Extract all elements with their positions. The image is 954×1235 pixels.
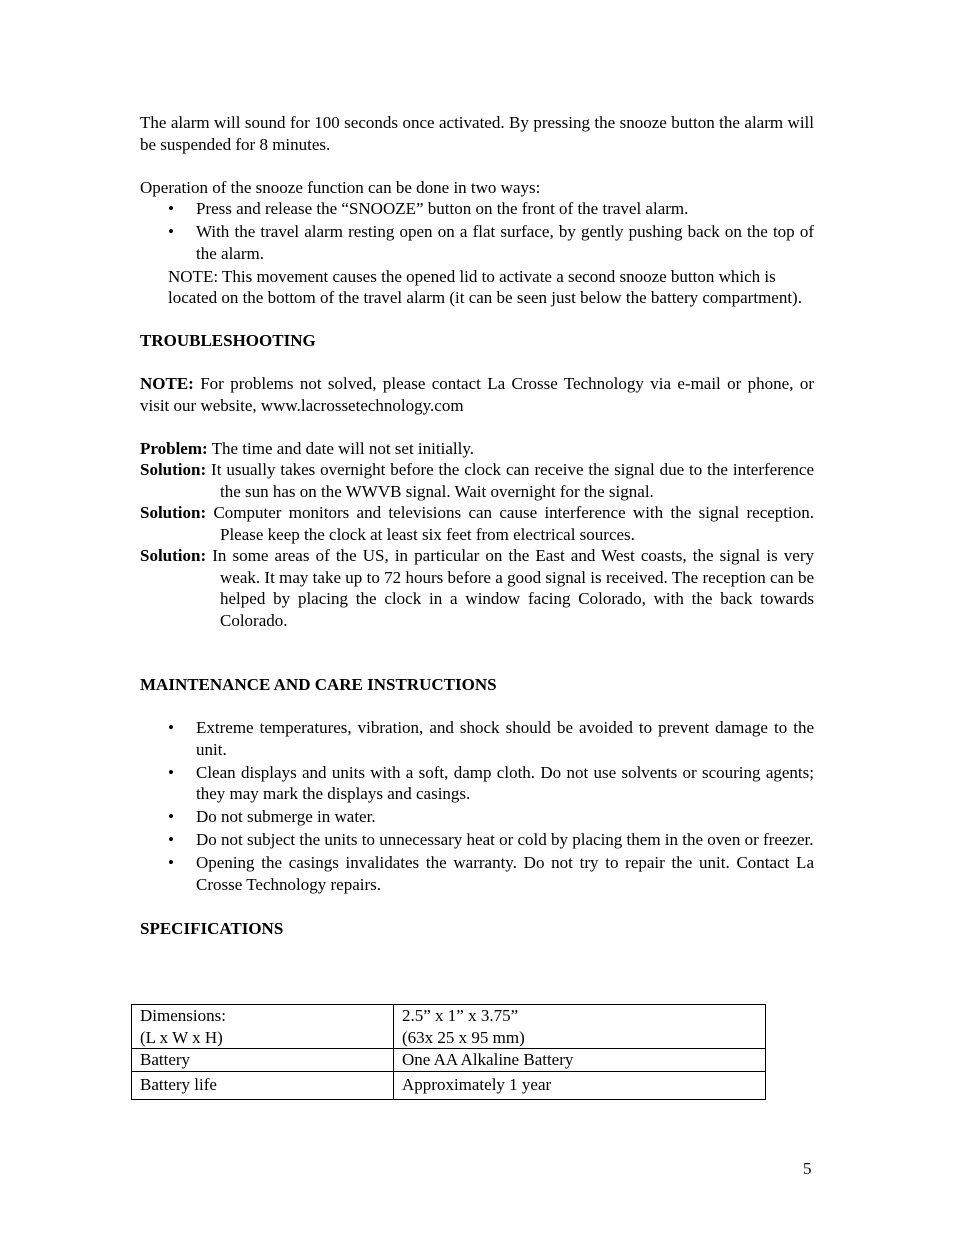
table-cell: Dimensions: (L x W x H): [132, 1005, 394, 1049]
page-content: [140, 112, 814, 940]
bullet-icon: •: [168, 199, 174, 218]
troubleshooting-note: NOTE: For problems not solved, please contact La Crosse Technology via e-mail or phone, or visit our website, www.lacrossetechnology.com: [140, 374, 814, 415]
bullet-icon: •: [168, 718, 174, 737]
solution-3: Solution: In some areas of the US, in particular on the East and West coasts, the signal is very weak. It may take up to 72 hours before a good signal is received. The reception can be helped by placing the clock in a window facing Colorado, with the back towards Colorado.: [140, 546, 815, 630]
table-row: [132, 1005, 766, 1049]
maintenance-list: [140, 717, 814, 895]
table-cell: One AA Alkaline Battery: [394, 1049, 766, 1072]
maintenance-heading: MAINTENANCE AND CARE INSTRUCTIONS: [140, 675, 497, 694]
list-item: • Do not submerge in water.: [168, 807, 376, 826]
table-row: [132, 1049, 766, 1072]
list-item: • Clean displays and units with a soft, damp cloth. Do not use solvents or scouring agents; they may mark the displays and casings.: [168, 762, 814, 803]
table-row: [132, 1071, 766, 1100]
snooze-intro-paragraph: Operation of the snooze function can be done in two ways:: [140, 177, 541, 197]
table-cell: Approximately 1 year: [394, 1071, 766, 1100]
solution-1: Solution: It usually takes overnight before the clock can receive the signal due to the interference the sun has on the WWVB signal. Wait overnight for the signal.: [140, 460, 815, 501]
list-item: • Extreme temperatures, vibration, and shock should be avoided to prevent damage to the unit.: [168, 718, 814, 759]
alarm-duration-paragraph: The alarm will sound for 100 seconds once activated. By pressing the snooze button the alarm will be suspended for 8 minutes.: [140, 113, 814, 154]
bullet-icon: •: [168, 830, 174, 849]
troubleshooting-heading: TROUBLESHOOTING: [140, 331, 316, 350]
bullet-icon: •: [168, 762, 174, 782]
snooze-note: NOTE: This movement causes the opened lid to activate a second snooze button which is located on the bottom of the travel alarm (it can be seen just below the battery compartment).: [168, 266, 802, 307]
specifications-heading: SPECIFICATIONS: [140, 919, 284, 938]
table-cell: 2.5” x 1” x 3.75” (63x 25 x 95 mm): [394, 1005, 766, 1049]
solution-2: Solution: Computer monitors and televisions can cause interference with the signal reception. Please keep the clock at least six feet from electrical sources.: [140, 503, 814, 544]
list-item: • With the travel alarm resting open on a flat surface, by gently pushing back on the top of the alarm.: [168, 222, 814, 263]
snooze-methods-list: [140, 198, 814, 264]
bullet-icon: •: [168, 222, 174, 241]
bullet-icon: •: [168, 853, 174, 872]
table-cell: Battery: [132, 1049, 394, 1072]
list-item: • Do not subject the units to unnecessary heat or cold by placing them in the oven or freezer.: [168, 830, 814, 849]
specifications-table: [131, 1004, 766, 1100]
page-number: 5: [803, 1159, 812, 1178]
list-item: • Opening the casings invalidates the warranty. Do not try to repair the unit. Contact La Crosse Technology repairs.: [168, 853, 814, 894]
bullet-icon: •: [168, 807, 174, 826]
list-item: • Press and release the “SNOOZE” button on the front of the travel alarm.: [168, 199, 689, 218]
table-cell: Battery life: [132, 1071, 394, 1100]
problem-line: Problem: The time and date will not set initially.: [140, 438, 474, 458]
